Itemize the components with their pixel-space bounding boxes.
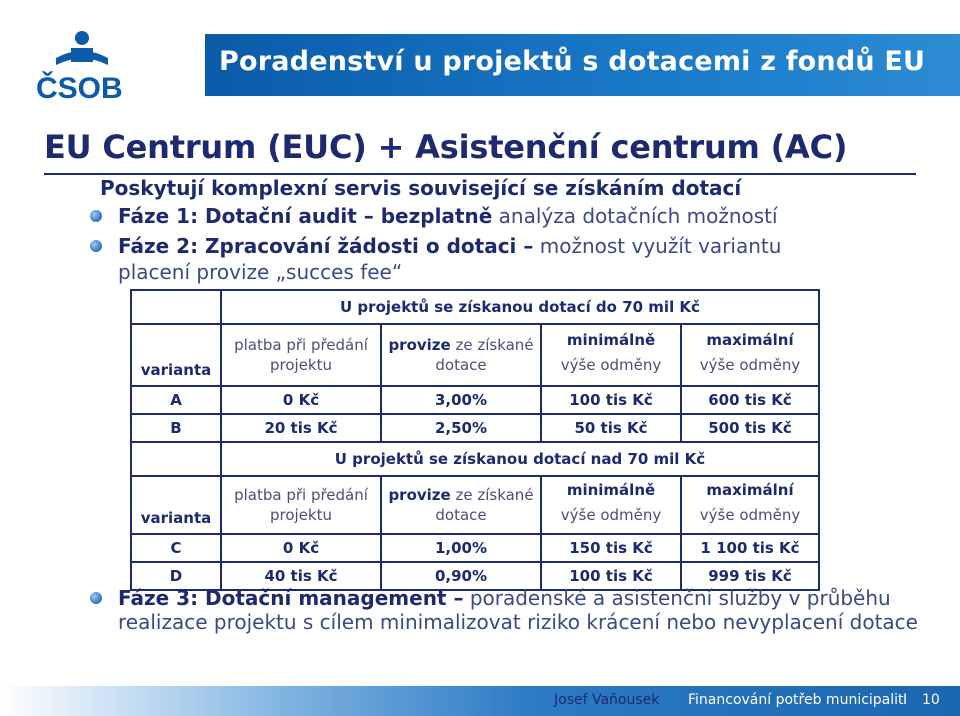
phase3-rest: poradenské a asistenční služby v průběhu realizace projektu s cílem minimalizovat riziko krácení nebo nevyplacení dotace — [118, 586, 918, 634]
col-varianta-2: varianta — [131, 476, 221, 534]
section1-title: U projektů se získanou dotací do 70 mil Kč — [221, 290, 819, 324]
table-row: D 40 tis Kč 0,90% 100 tis Kč 999 tis Kč — [131, 562, 819, 590]
logo-text: ČSOB — [36, 72, 123, 105]
title-underline — [44, 173, 916, 175]
phase2-bold: Fáze 2: Zpracování žádosti o dotaci – — [118, 234, 534, 258]
bullet-icon — [90, 240, 102, 252]
page-number: 10 — [922, 692, 940, 708]
csob-logo — [34, 28, 134, 108]
footer-title: Financování potřeb municipalit — [688, 692, 904, 708]
phase1-bold: Fáze 1: Dotační audit – bezplatně — [118, 204, 493, 228]
col-max-2: maximální výše odměny — [681, 476, 819, 534]
col-max: maximální výše odměny — [681, 324, 819, 386]
phase2-line2: placení provize „succes fee“ — [118, 260, 403, 284]
phase2-rest: možnost využít variantu — [533, 234, 782, 258]
footer-author: Josef Vaňousek — [554, 692, 660, 708]
header-title: Poradenství u projektů s dotacemi z fondů EU — [219, 46, 926, 77]
page-title: EU Centrum (EUC) + Asistenční centrum (AC) — [44, 128, 848, 166]
subtitle: Poskytují komplexní servis související se získáním dotací — [100, 176, 742, 200]
header-title-band — [205, 34, 960, 96]
phase3-bold: Fáze 3: Dotační management – — [118, 586, 464, 610]
header — [0, 0, 960, 118]
bullet-icon — [90, 210, 102, 222]
col-min: minimálně výše odměny — [541, 324, 681, 386]
footer-separator: I — [903, 692, 908, 708]
section2-title: U projektů se získanou dotací nad 70 mil Kč — [221, 442, 819, 476]
phase1-item — [118, 204, 778, 228]
col-provize-2: provize ze získané dotace — [381, 476, 541, 534]
col-min-2: minimálně výše odměny — [541, 476, 681, 534]
col-provize: provize ze získané dotace — [381, 324, 541, 386]
phase3-item — [118, 586, 918, 634]
col-platba-2: platba při předání projektu — [221, 476, 381, 534]
phase2-item — [118, 234, 781, 258]
pricing-table — [130, 289, 820, 591]
col-varianta: varianta — [131, 324, 221, 386]
table-row: C 0 Kč 1,00% 150 tis Kč 1 100 tis Kč — [131, 534, 819, 562]
bullet-icon — [90, 592, 102, 604]
footer — [0, 686, 960, 716]
col-platba: platba při předání projektu — [221, 324, 381, 386]
phase1-rest: analýza dotačních možností — [492, 204, 778, 228]
table-row: A 0 Kč 3,00% 100 tis Kč 600 tis Kč — [131, 386, 819, 414]
table-row: B 20 tis Kč 2,50% 50 tis Kč 500 tis Kč — [131, 414, 819, 442]
